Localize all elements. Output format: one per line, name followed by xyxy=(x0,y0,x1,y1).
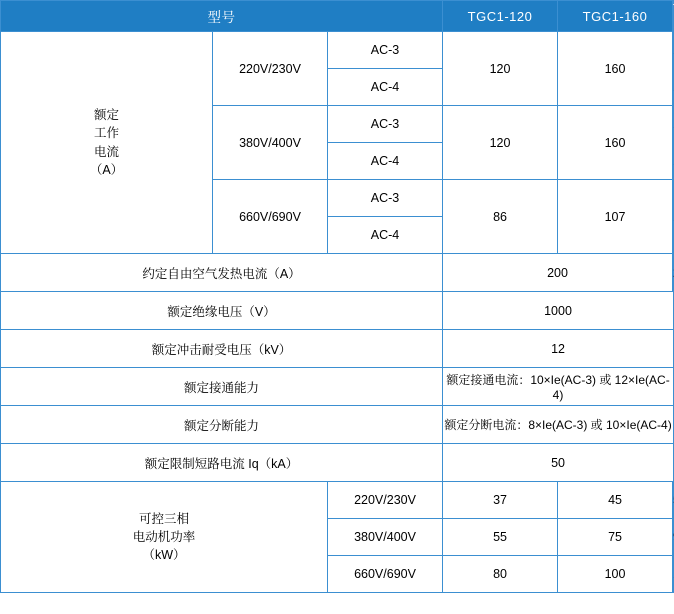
rated-current-label-line-0: 额定 xyxy=(93,108,119,123)
value-cell: 80 xyxy=(443,556,558,593)
motor-voltage-380: 380V/400V xyxy=(328,519,443,556)
motor-power-label xyxy=(1,482,328,593)
value-cell: 45 xyxy=(558,482,673,519)
thermal-current-label: 约定自由空气发热电流（A） xyxy=(1,254,443,292)
ac-type-cell: AC-3 xyxy=(328,106,443,143)
table-row xyxy=(1,406,674,444)
motor-voltage-220: 220V/230V xyxy=(328,482,443,519)
value-cell: 120 xyxy=(443,32,558,106)
table-row xyxy=(1,254,674,292)
table-row xyxy=(1,444,674,482)
rated-current-label-line-3: （A） xyxy=(89,162,124,177)
value-cell: 55 xyxy=(443,519,558,556)
value-cell: 50 xyxy=(443,444,674,482)
value-cell: 75 xyxy=(558,519,673,556)
value-cell: 12 xyxy=(443,330,674,368)
breaking-capacity-value: 额定分断电流：8×Ie(AC-3) 或 10×Ie(AC-4) xyxy=(443,406,674,444)
ac-type-cell: AC-4 xyxy=(328,217,443,254)
value-cell: 160 xyxy=(558,106,673,180)
ac-type-cell: AC-4 xyxy=(328,69,443,106)
value-cell: 200 xyxy=(443,254,673,292)
value-cell: 107 xyxy=(558,180,673,254)
voltage-group-220: 220V/230V xyxy=(213,32,328,106)
table-row xyxy=(1,330,674,368)
header-model: 型号 xyxy=(1,1,443,32)
rated-current-label-line-2: 电流 xyxy=(93,144,119,159)
value-cell xyxy=(673,254,674,292)
motor-power-label-line-0: 可控三相 xyxy=(138,511,189,526)
voltage-group-380: 380V/400V xyxy=(213,106,328,180)
value-cell: 1000 xyxy=(443,292,674,330)
table-row xyxy=(1,368,674,406)
insulation-voltage-label: 额定绝缘电压（V） xyxy=(1,292,443,330)
header-col-0: TGC1-120 xyxy=(443,1,558,32)
rated-current-label-line-1: 工作 xyxy=(93,126,119,141)
value-cell: 100 xyxy=(558,556,673,593)
value-cell: 120 xyxy=(443,106,558,180)
table-row xyxy=(1,482,674,519)
motor-power-label-line-1: 电动机功率 xyxy=(132,529,196,544)
value-cell: 37 xyxy=(443,482,558,519)
impulse-voltage-label: 额定冲击耐受电压（kV） xyxy=(1,330,443,368)
table-header-row xyxy=(1,1,674,32)
ac-type-cell: AC-3 xyxy=(328,180,443,217)
voltage-group-660: 660V/690V xyxy=(213,180,328,254)
breaking-capacity-label: 额定分断能力 xyxy=(1,406,443,444)
table-row xyxy=(1,32,674,69)
ac-type-cell: AC-4 xyxy=(328,143,443,180)
header-col-1: TGC1-160 xyxy=(558,1,673,32)
table-row xyxy=(1,292,674,330)
value-cell: 160 xyxy=(558,32,673,106)
motor-voltage-660: 660V/690V xyxy=(328,556,443,593)
ac-type-cell: AC-3 xyxy=(328,32,443,69)
motor-power-label-line-2: （kW） xyxy=(142,548,186,563)
value-cell: 86 xyxy=(443,180,558,254)
rated-current-label xyxy=(1,32,213,254)
making-capacity-label: 额定接通能力 xyxy=(1,368,443,406)
short-circuit-current-label: 额定限制短路电流 Iq（kA） xyxy=(1,444,443,482)
making-capacity-value: 额定接通电流：10×Ie(AC-3) 或 12×Ie(AC-4) xyxy=(443,368,674,406)
